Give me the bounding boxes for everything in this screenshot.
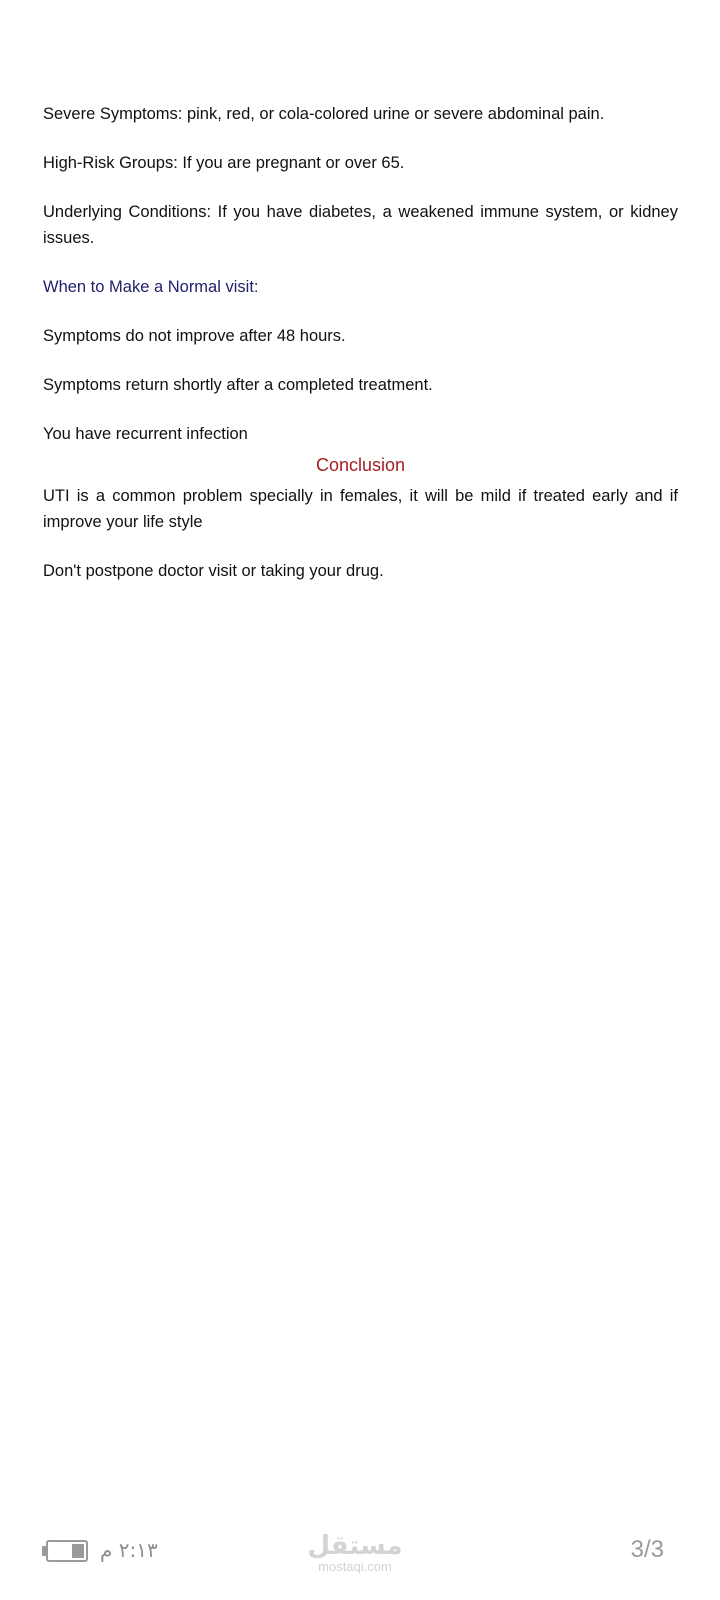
page-indicator: 3/3 [630, 1536, 664, 1563]
high-risk-groups-text: High-Risk Groups: If you are pregnant or over 65. [43, 154, 405, 172]
severe-symptoms-text: Severe Symptoms: pink, red, or cola-colored urine or severe abdominal pain. [43, 105, 605, 123]
battery-icon [42, 1540, 88, 1562]
mostaqil-watermark [300, 1532, 410, 1573]
underlying-conditions-text: Underlying Conditions: If you have diabetes, a weakened immune system, or kidney issues. [43, 203, 678, 247]
watermark-domain: mostaqi.com [318, 1559, 392, 1574]
document-page [43, 101, 678, 584]
clock-text: ٢:١٣ م [100, 1538, 158, 1562]
conclusion-heading: Conclusion [315, 455, 406, 475]
normal-visit-item: Symptoms return shortly after a completed treatment. [43, 376, 433, 394]
watermark-arabic: مستقل [307, 1531, 403, 1561]
normal-visit-heading: When to Make a Normal visit: [43, 278, 259, 296]
normal-visit-item: Symptoms do not improve after 48 hours. [43, 327, 346, 345]
conclusion-paragraph: UTI is a common problem specially in females, it will be mild if treated early and if improve your life style [43, 487, 678, 531]
normal-visit-item: You have recurrent infection [43, 425, 248, 443]
reader-footer [0, 1532, 720, 1572]
conclusion-paragraph: Don't postpone doctor visit or taking your drug. [43, 562, 384, 580]
